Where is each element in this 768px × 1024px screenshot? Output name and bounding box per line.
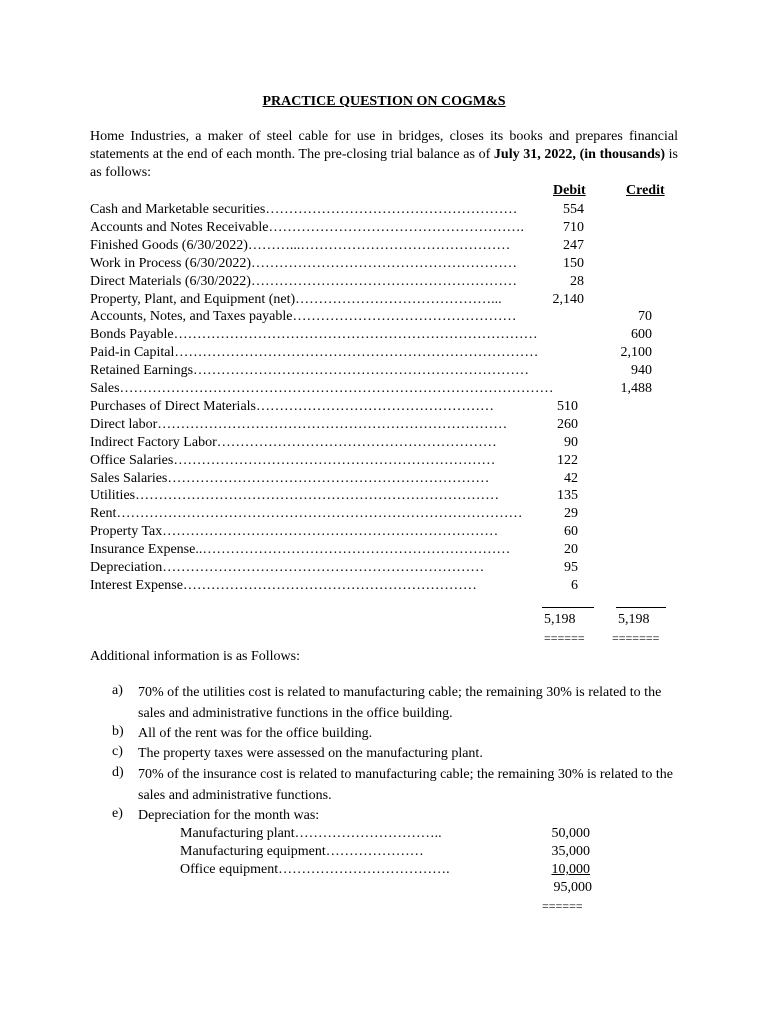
table-row [0, 452, 768, 470]
table-row [0, 273, 768, 291]
row-label: Direct labor………………………………………………………………… [90, 416, 508, 432]
row-label: Direct Materials (6/30/2022)………………………………………………… [90, 273, 517, 289]
credit-total-underline [616, 607, 666, 608]
row-debit: 510 [557, 398, 578, 414]
row-debit: 260 [557, 416, 578, 432]
table-row [0, 470, 768, 488]
table-row [0, 291, 768, 309]
list-marker: b) [112, 724, 124, 739]
list-item [112, 805, 680, 825]
row-credit: 940 [631, 363, 652, 379]
row-credit: 2,100 [620, 345, 652, 361]
table-row [0, 541, 768, 559]
row-debit: 554 [563, 202, 584, 217]
list-marker: e) [112, 806, 123, 821]
depreciation-total-rule: ====== [542, 899, 583, 913]
row-label: Bonds Payable…………………………………………………………………… [90, 327, 538, 343]
credit-header: Credit [626, 183, 665, 198]
row-label: Insurance Expense..………………………………………………………… [90, 542, 511, 558]
depreciation-total: 95,000 [553, 880, 592, 895]
list-marker: d) [112, 765, 124, 780]
list-text: 70% of the utilities cost is related to manufacturing cable; the remaining 30% is related to the sales and administrative functions in the office building. [138, 685, 662, 721]
credit-total: 5,198 [618, 612, 650, 627]
row-debit: 150 [563, 255, 584, 271]
row-debit: 60 [564, 524, 578, 540]
row-label: Accounts and Notes Receivable………………………………………………. [90, 219, 524, 235]
row-label: Sales………………………………………………………………………………… [90, 381, 554, 396]
depreciation-label: Office equipment………………………………. [180, 862, 450, 877]
debit-total-underline [542, 607, 594, 608]
intro-date-bold: July 31, 2022, (in thousands) [493, 147, 665, 162]
row-label: Purchases of Direct Materials…………………………………………… [90, 398, 494, 414]
row-debit: 122 [557, 452, 578, 468]
row-label: Property Tax……………………………………………………………… [90, 524, 499, 540]
depreciation-amount: 50,000 [551, 826, 590, 841]
list-marker: c) [112, 744, 123, 759]
additional-info-heading: Additional information is as Follows: [90, 649, 300, 664]
list-text: Depreciation for the month was: [138, 808, 320, 823]
debit-total: 5,198 [544, 612, 576, 627]
intro-text-2: is as follows: [90, 147, 678, 180]
depreciation-label: Manufacturing plant………………………….. [180, 826, 442, 841]
row-debit: 135 [557, 488, 578, 504]
list-marker: a) [112, 683, 123, 698]
depreciation-amount: 10,000 [551, 862, 590, 877]
table-row [0, 523, 768, 541]
table-row [0, 559, 768, 577]
row-label: Interest Expense……………………………………………………… [90, 577, 477, 593]
intro-paragraph [90, 128, 678, 182]
table-row [0, 219, 768, 237]
list-text: All of the rent was for the office building. [138, 726, 373, 741]
credit-total-rule: ======= [612, 631, 660, 645]
intro-text-1: Home Industries, a maker of steel cable for use in bridges, closes its books and prepares financial statements at the end of each month. The pre-closing trial balance as of [90, 129, 678, 162]
table-row [0, 434, 768, 452]
row-debit: 247 [563, 237, 584, 253]
row-label: Retained Earnings……………………………………………………………… [90, 363, 530, 379]
row-label: Finished Goods (6/30/2022)………...……………………………………… [90, 237, 511, 253]
table-row [0, 344, 768, 362]
row-label: Work in Process (6/30/2022)………………………………………………… [90, 255, 518, 271]
list-text: The property taxes were assessed on the manufacturing plant. [138, 746, 483, 761]
table-row [0, 380, 768, 398]
table-row [0, 237, 768, 255]
row-label: Indirect Factory Labor…………………………………………………… [90, 434, 497, 450]
depreciation-amount: 35,000 [551, 844, 590, 859]
row-debit: 28 [570, 273, 584, 289]
table-row [0, 326, 768, 344]
list-text: 70% of the insurance cost is related to manufacturing cable; the remaining 30% is related to the sales and administrative functions. [138, 767, 673, 803]
list-item [112, 682, 680, 722]
row-credit: 70 [638, 309, 652, 325]
table-row [0, 255, 768, 273]
page-title: PRACTICE QUESTION ON COGM&S [262, 94, 506, 109]
list-item [112, 723, 680, 743]
table-row [0, 201, 768, 219]
row-label: Paid-in Capital…………………………………………………………………… [90, 345, 539, 361]
row-debit: 6 [571, 577, 578, 593]
row-debit: 90 [564, 434, 578, 450]
row-label: Accounts, Notes, and Taxes payable………………………………………… [90, 309, 517, 325]
row-debit: 29 [564, 506, 578, 522]
row-label: Rent…………………………………………………………………………… [90, 506, 523, 522]
row-label: Cash and Marketable securities……………………………………………… [90, 202, 518, 217]
row-debit: 20 [564, 542, 578, 558]
table-row [0, 487, 768, 505]
row-debit: 2,140 [552, 291, 584, 307]
list-item [112, 743, 680, 763]
table-row [0, 308, 768, 326]
row-debit: 95 [564, 560, 578, 575]
row-label: Sales Salaries…………………………………………………………… [90, 470, 490, 486]
row-credit: 600 [631, 327, 652, 343]
row-label: Depreciation…………………………………………………………… [90, 560, 485, 575]
row-debit: 42 [564, 470, 578, 486]
debit-total-rule: ====== [544, 631, 585, 645]
row-label: Property, Plant, and Equipment (net)……………………………………... [90, 291, 502, 307]
table-row [0, 416, 768, 434]
depreciation-label: Manufacturing equipment………………… [180, 844, 424, 859]
table-row [0, 505, 768, 523]
table-row [0, 398, 768, 416]
debit-header: Debit [553, 183, 586, 198]
row-debit: 710 [563, 219, 584, 235]
row-label: Office Salaries…………………………………………………………… [90, 452, 496, 468]
row-credit: 1,488 [620, 381, 652, 396]
table-row [0, 362, 768, 380]
row-label: Utilities…………………………………………………………………… [90, 488, 500, 504]
table-row [0, 577, 768, 595]
list-item [112, 764, 680, 804]
